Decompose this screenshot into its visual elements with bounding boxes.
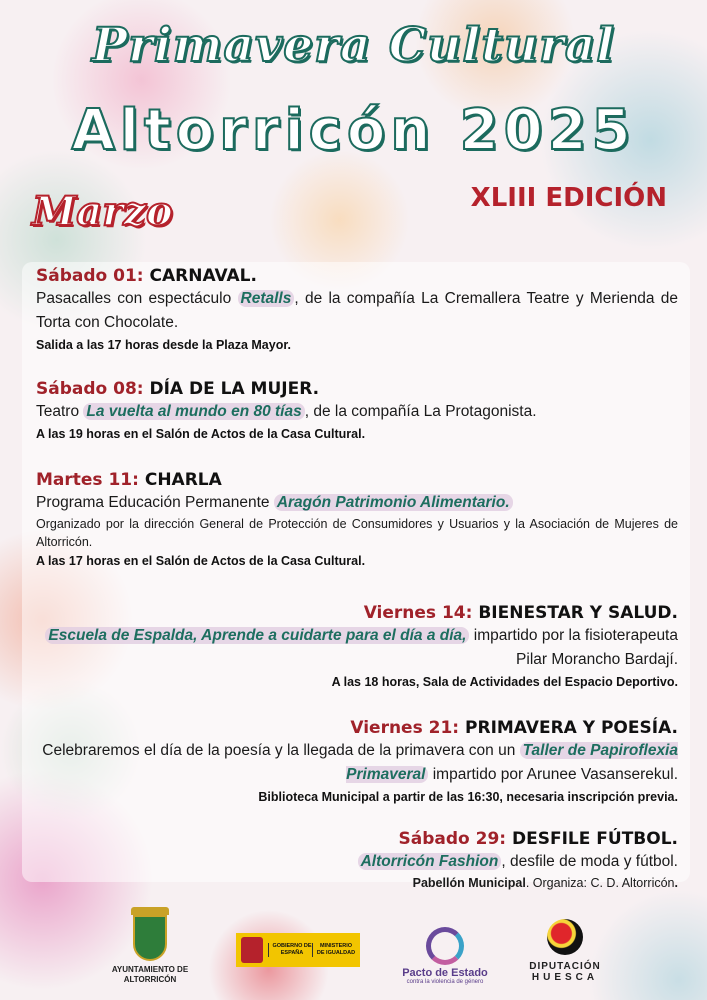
venue: Pabellón Municipal (412, 876, 526, 890)
sponsor-logos (0, 905, 707, 1000)
pacto-subtitle: contra la violencia de género (406, 979, 484, 985)
event-fri-21 (36, 717, 678, 807)
ayto-line2: ALTORRICÓN (123, 975, 177, 984)
desc-text: impartido por Arunee Vasanserekul. (428, 766, 678, 783)
edition-label: XLIII EDICIÓN (470, 183, 667, 213)
event-heading (36, 378, 678, 400)
event-time-place: Biblioteca Municipal a partir de las 16:30, necesaria inscripción previa. (258, 790, 678, 804)
desc-text: , de la compañía La Cremallera Teatre y Merienda de Torta con Chocolate. (36, 290, 678, 331)
event-heading (36, 828, 678, 850)
gov-banner (236, 933, 360, 967)
event-title: CHARLA (144, 470, 222, 490)
diputacion-huesca-logo (515, 919, 615, 983)
pacto-title: Pacto de Estado (402, 967, 488, 979)
gov-right-text: MINISTERIO DE IGUALDAD (312, 943, 356, 957)
event-sat-08 (36, 378, 678, 444)
event-time-place: A las 18 horas, Sala de Actividades del Espacio Deportivo. (331, 675, 678, 689)
organizer: . Organiza: C. D. Altorricón (525, 876, 675, 890)
event-description (36, 287, 678, 335)
gov-left-text: GOBIERNO DE ESPAÑA (268, 943, 312, 957)
event-description (36, 491, 678, 515)
event-heading (36, 602, 678, 624)
title-line1: Primavera Cultural (91, 18, 616, 73)
event-title: DÍA DE LA MUJER. (149, 379, 320, 399)
event-sat-01 (36, 265, 678, 355)
desc-text: , desfile de moda y fútbol. (501, 853, 678, 870)
event-highlight: Escuela de Espalda, Aprende a cuidarte para el día a día, (45, 627, 469, 644)
event-organizer: Organizado por la dirección General de Protección de Consumidores y Usuarios y la Asociación de Mujeres de Altorricón. (36, 517, 678, 549)
spain-crest-icon (241, 937, 263, 963)
gobierno-espana-logo (236, 933, 360, 967)
diputacion-emblem-icon (547, 919, 583, 955)
event-description (36, 624, 678, 672)
event-time-place: A las 19 horas en el Salón de Actos de la Casa Cultural. (36, 427, 366, 441)
event-title: DESFILE FÚTBOL. (512, 829, 678, 849)
event-day: Viernes 14: (363, 603, 473, 623)
event-day: Martes 11: (36, 470, 139, 490)
event-day: Sábado 29: (398, 829, 507, 849)
desc-text: Pasacalles con espectáculo (36, 290, 238, 307)
event-description (36, 850, 678, 874)
event-time-place: Salida a las 17 horas desde la Plaza Mayor. (36, 338, 291, 352)
desc-text: Teatro (36, 403, 84, 420)
event-highlight: Altorricón Fashion (358, 853, 502, 870)
event-title: PRIMAVERA Y POESÍA. (465, 718, 678, 738)
event-heading (36, 469, 678, 491)
event-title: BIENESTAR Y SALUD. (478, 603, 678, 623)
coat-of-arms-icon (133, 915, 167, 961)
event-tue-11 (36, 469, 678, 571)
desc-text: impartido por la fisioterapeuta Pilar Morancho Bardají. (469, 627, 678, 668)
title-line2: Altorricón 2025 (71, 98, 636, 163)
event-description (36, 400, 678, 424)
event-highlight: La vuelta al mundo en 80 tías (83, 403, 304, 420)
event-highlight: Retalls (238, 290, 295, 307)
event-day: Sábado 01: (36, 266, 144, 286)
ayto-line1: AYUNTAMIENTO DE (111, 965, 189, 974)
period: . (674, 876, 678, 890)
event-description (36, 739, 678, 787)
ayuntamiento-logo (98, 915, 202, 985)
event-highlight: Taller de Papiroflexia Primaveral (346, 742, 678, 783)
event-day: Sábado 08: (36, 379, 144, 399)
desc-text: , de la compañía La Protagonista. (304, 403, 537, 420)
pacto-estado-logo (400, 927, 490, 985)
event-sat-29 (36, 828, 678, 892)
event-highlight: Aragón Patrimonio Alimentario. (274, 494, 513, 511)
event-heading (36, 717, 678, 739)
desc-text: Celebraremos el día de la poesía y la llegada de la primavera con un (42, 742, 520, 759)
event-heading (36, 265, 678, 287)
desc-text: Programa Educación Permanente (36, 494, 274, 511)
event-time-place: A las 17 horas en el Salón de Actos de la Casa Cultural. (36, 554, 366, 568)
event-day: Viernes 21: (350, 718, 460, 738)
event-time-place (36, 874, 678, 892)
pacto-ring-icon (426, 927, 464, 965)
event-fri-14 (36, 602, 678, 692)
month-label: Marzo (32, 188, 173, 235)
dip-line2: HUESCA (531, 972, 599, 983)
dip-line1: DIPUTACIÓN (529, 961, 601, 972)
event-title: CARNAVAL. (149, 266, 257, 286)
